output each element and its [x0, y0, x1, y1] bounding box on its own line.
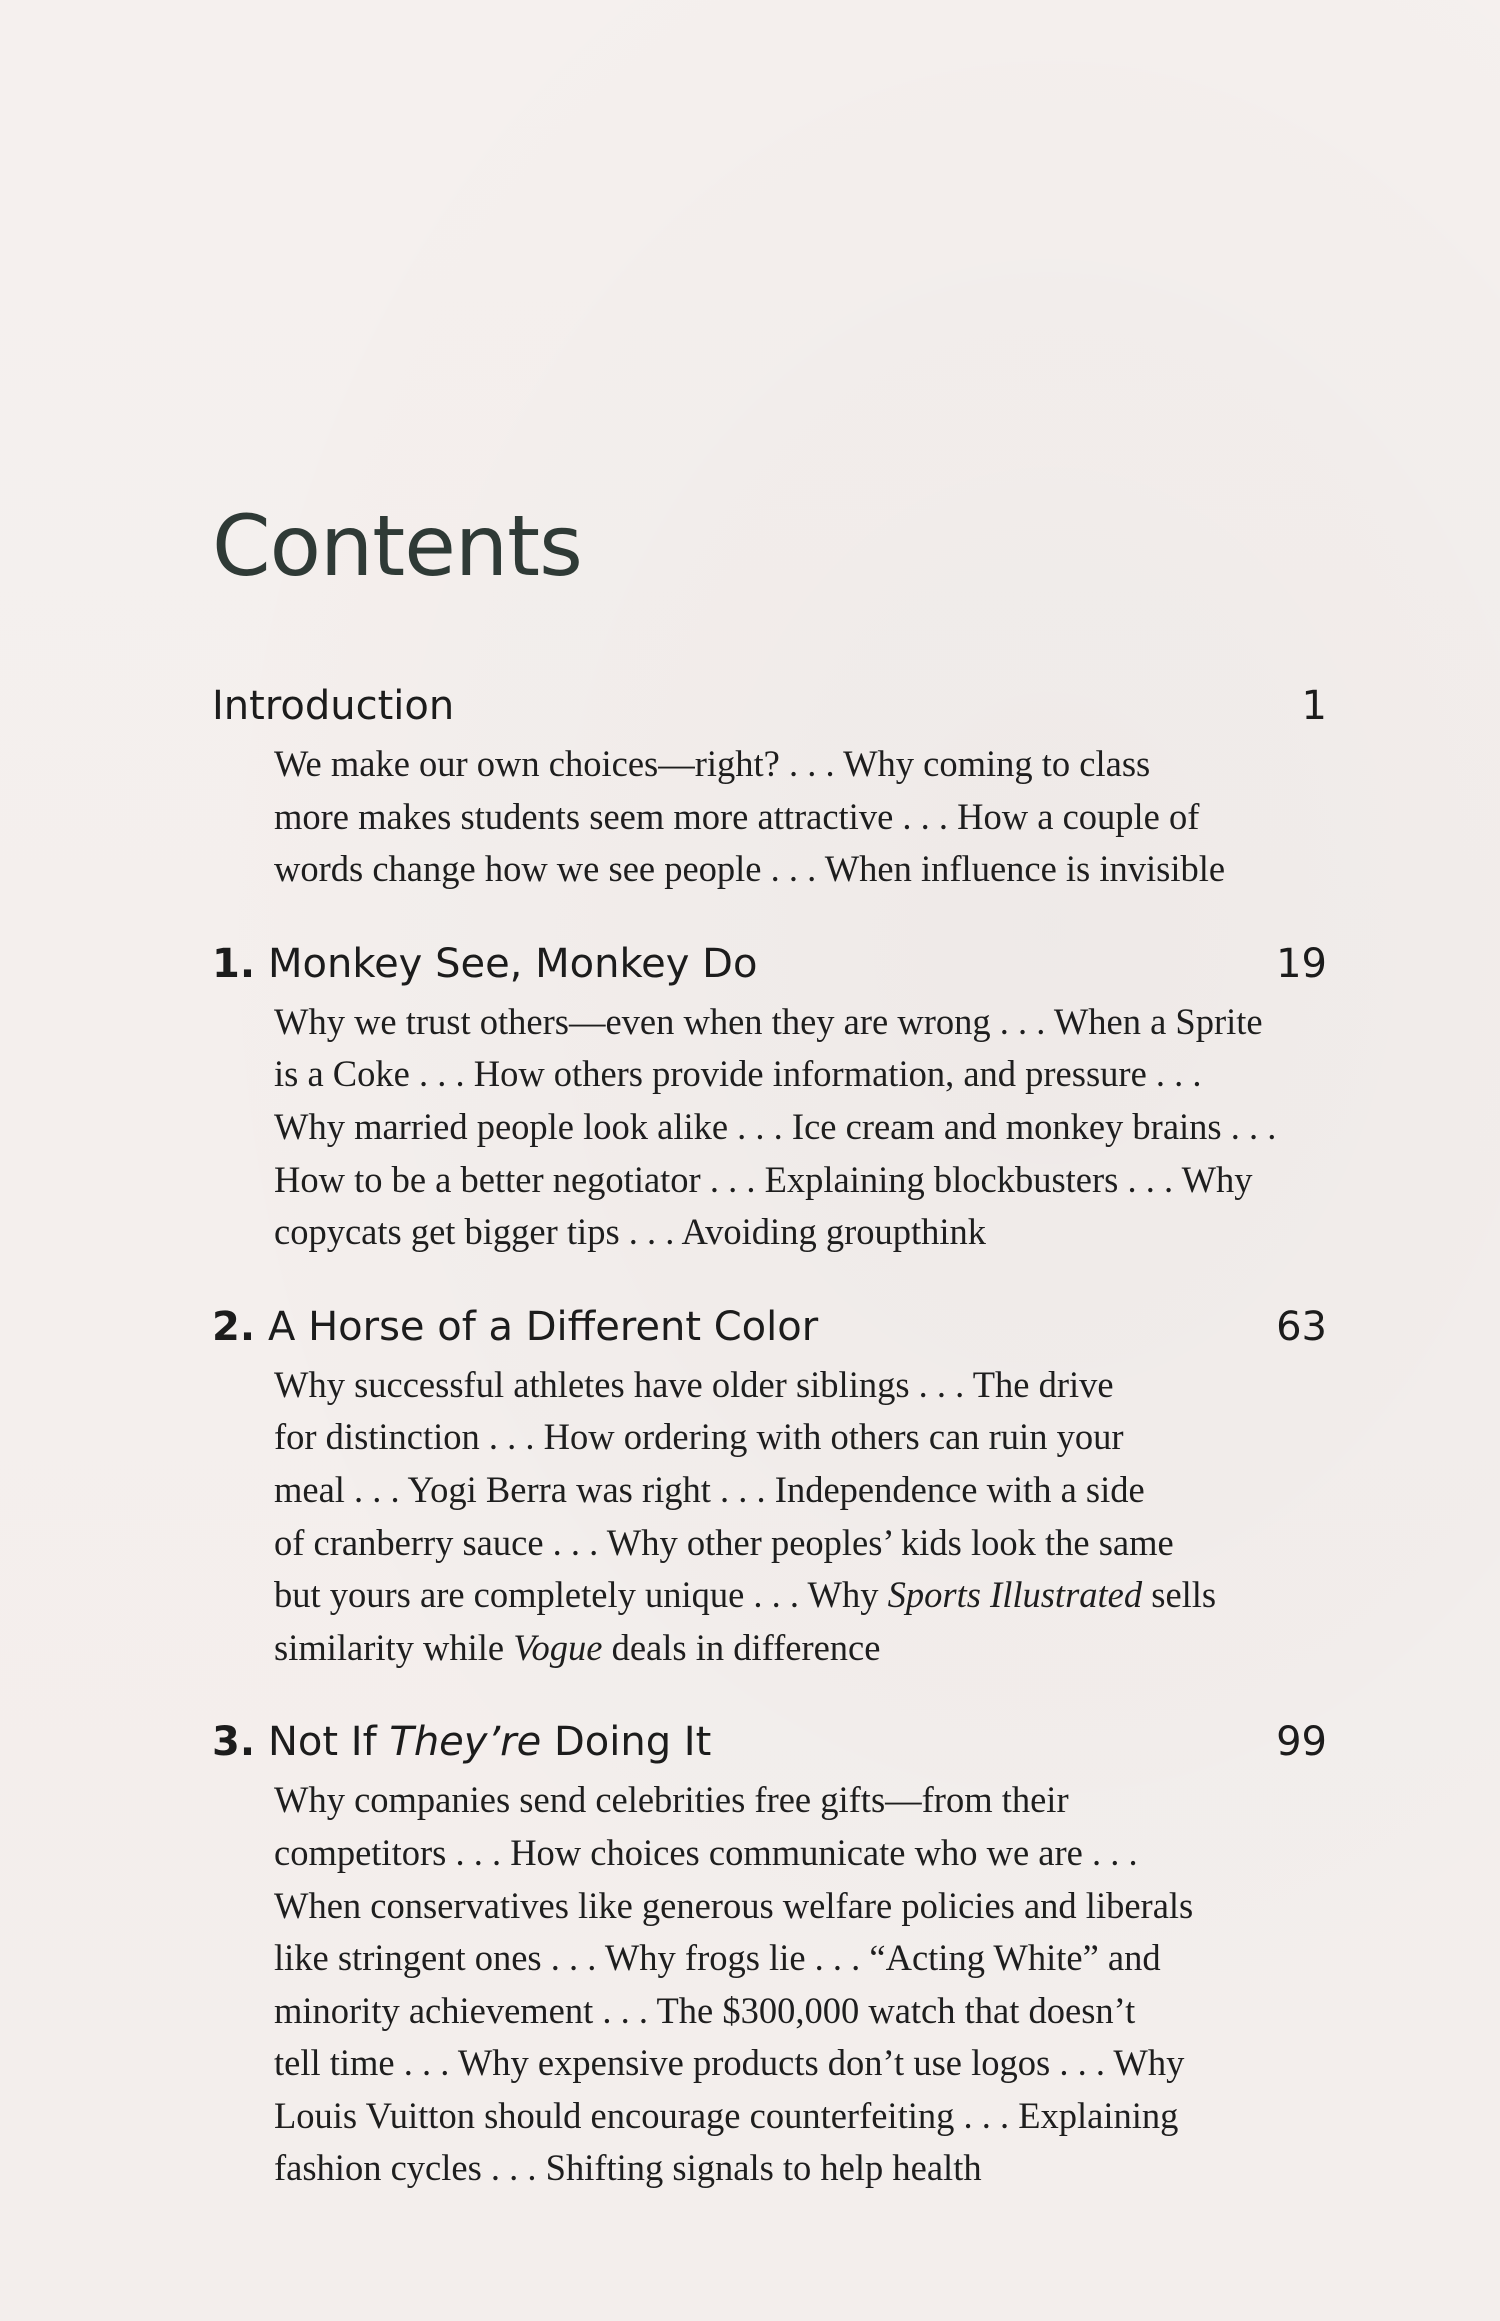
description-line: [274, 1622, 1324, 1675]
description-line: fashion cycles . . . Shifting signals to help health: [274, 2147, 982, 2189]
entry-heading: [212, 1299, 1327, 1355]
description-line: Why companies send celebrities free gifts—from their: [274, 1779, 1069, 1821]
description-line: of cranberry sauce . . . Why other peoples’ kids look the same: [274, 1521, 1174, 1563]
entry-description: [274, 1774, 1324, 2195]
description-line: like stringent ones . . . Why frogs lie . . . “Acting White” and: [274, 1937, 1161, 1979]
page-title: Contents: [212, 497, 582, 596]
title-emphasis: They’re: [389, 1719, 542, 1766]
entry-description: [274, 738, 1324, 896]
description-line: for distinction . . . How ordering with others can ruin your: [274, 1416, 1124, 1458]
description-line: How to be a better negotiator . . . Explaining blockbusters . . . Why: [274, 1158, 1253, 1200]
description-line: is a Coke . . . How others provide information, and pressure . . .: [274, 1053, 1202, 1095]
entry-description: [274, 1359, 1324, 1675]
description-line: competitors . . . How choices communicate who we are . . .: [274, 1831, 1138, 1873]
line-text: similarity while: [274, 1626, 514, 1668]
line-text: deals in difference: [602, 1626, 881, 1668]
toc-entry-introduction: [212, 678, 1327, 896]
description-line: more makes students seem more attractive . . . How a couple of: [274, 795, 1200, 837]
description-line: Why successful athletes have older siblings . . . The drive: [274, 1363, 1114, 1405]
entry-heading: [212, 936, 1327, 992]
entry-title: Introduction: [212, 683, 455, 729]
entry-page-number: 99: [1276, 1719, 1327, 1766]
description-line: Why married people look alike . . . Ice cream and monkey brains . . .: [274, 1105, 1277, 1147]
toc-entry-chapter-1: [212, 936, 1327, 1259]
entry-title: [268, 1714, 711, 1770]
magazine-title: Vogue: [513, 1626, 603, 1668]
entry-title: Monkey See, Monkey Do: [268, 940, 758, 987]
table-of-contents: [212, 678, 1327, 2235]
entry-page-number: 1: [1301, 683, 1327, 729]
entry-heading: [212, 1714, 1327, 1770]
description-line: tell time . . . Why expensive products don’t use logos . . . Why: [274, 2042, 1185, 2084]
description-line: When conservatives like generous welfare policies and liberals: [274, 1884, 1194, 1926]
entry-page-number: 19: [1276, 940, 1327, 987]
description-line: Why we trust others—even when they are wrong . . . When a Sprite: [274, 1000, 1263, 1042]
description-line: minority achievement . . . The $300,000 watch that doesn’t: [274, 1989, 1136, 2031]
magazine-title: Sports Illustrated: [887, 1574, 1143, 1616]
description-line: Louis Vuitton should encourage counterfeiting . . . Explaining: [274, 2094, 1179, 2136]
chapter-number: 2.: [212, 1303, 256, 1350]
line-text: sells: [1142, 1574, 1217, 1616]
chapter-number: 1.: [212, 940, 256, 987]
entry-page-number: 63: [1276, 1303, 1327, 1350]
line-text: but yours are completely unique . . . Why: [274, 1574, 888, 1616]
description-line: copycats get bigger tips . . . Avoiding groupthink: [274, 1211, 986, 1253]
title-text: Not If: [268, 1719, 390, 1766]
description-line: meal . . . Yogi Berra was right . . . Independence with a side: [274, 1468, 1145, 1510]
toc-entry-chapter-3: [212, 1714, 1327, 2195]
entry-heading: [212, 678, 1327, 734]
description-line: We make our own choices—right? . . . Why coming to class: [274, 743, 1151, 784]
toc-entry-chapter-2: [212, 1299, 1327, 1675]
description-line: words change how we see people . . . When influence is invisible: [274, 848, 1226, 890]
entry-title: A Horse of a Different Color: [268, 1303, 819, 1350]
entry-description: [274, 996, 1324, 1259]
description-line: [274, 1569, 1324, 1622]
chapter-number: 3.: [212, 1719, 256, 1766]
title-text: Doing It: [541, 1719, 712, 1766]
